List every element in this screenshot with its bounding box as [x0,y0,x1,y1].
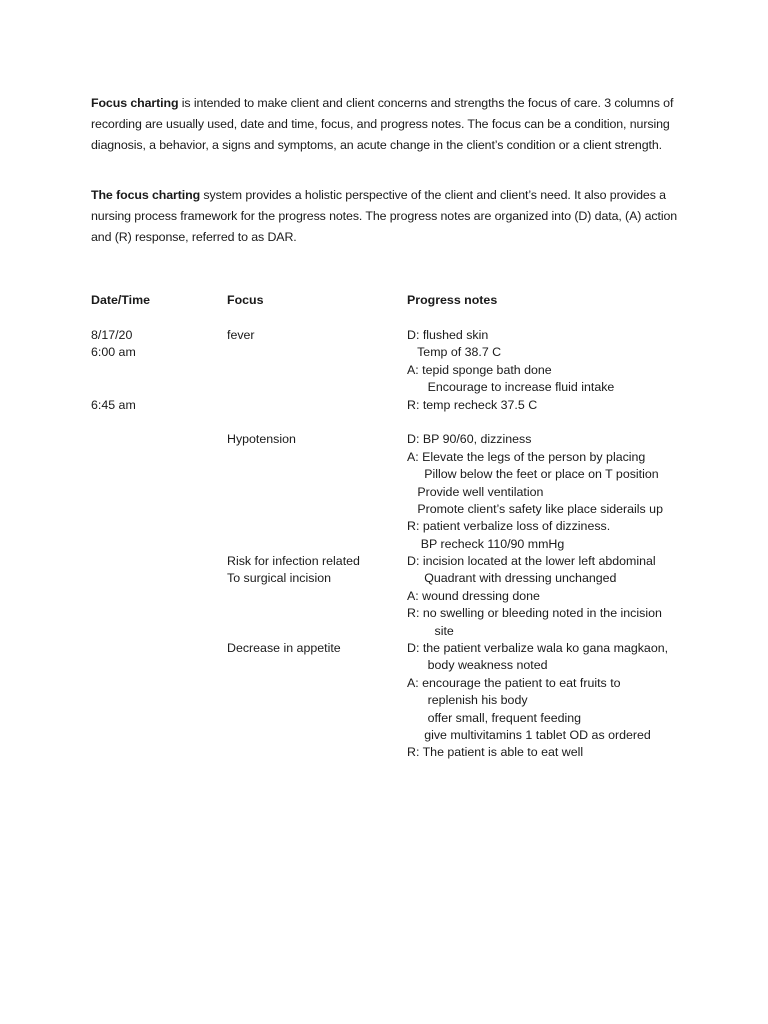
header-progress-notes: Progress notes [407,293,498,307]
note-line: Promote client’s safety like place siderails up [407,501,663,516]
note-line: offer small, frequent feeding [407,710,582,725]
header-datetime: Date/Time [91,293,150,307]
note-line: Temp of 38.7 C [407,345,502,360]
note-line: R: The patient is able to eat well [407,745,584,760]
note-line: Provide well ventilation [407,484,544,499]
intro-paragraph-2 [91,185,691,247]
progress-notes-column [407,327,668,762]
focus-hypotension: Hypotension [227,432,296,447]
note-line: R: patient verbalize loss of dizziness. [407,519,611,534]
note-line: D: flushed skin [407,328,489,342]
note-line: body weakness noted [407,658,548,673]
date-cell: 8/17/20 [91,328,133,342]
note-line: A: Elevate the legs of the person by placing [407,449,646,464]
note-line: Quadrant with dressing unchanged [407,571,617,586]
note-line: Pillow below the feet or place on T position [407,467,659,482]
intro-paragraph-1-text: is intended to make client and client concerns and strengths the focus of care. 3 columns of recording are usually used, date and time, focus, and progress notes. The focus can be a condition, nursing diagnosis, a behavior, a signs and symptoms, an acute change in the client’s condition or a client strength. [91,96,674,152]
note-line: A: wound dressing done [407,588,540,603]
focus-charting-term: Focus charting [91,96,179,110]
note-line: D: BP 90/60, dizziness [407,432,532,447]
note-line: Encourage to increase fluid intake [407,380,615,395]
note-line: give multivitamins 1 tablet OD as ordered [407,727,651,742]
note-line: D: the patient verbalize wala ko gana magkaon, [407,641,669,656]
note-line: replenish his body [407,693,528,708]
note-line: A: encourage the patient to eat fruits to [407,675,621,690]
focus-fever: fever [227,328,255,342]
time-cell-1: 6:00 am [91,345,136,360]
time-cell-2: 6:45 am [91,397,136,412]
note-line [407,414,668,431]
note-line: site [407,623,454,638]
note-line: R: temp recheck 37.5 C [407,397,538,412]
focus-infection-line-2: To surgical incision [227,571,331,586]
note-line: BP recheck 110/90 mmHg [407,536,565,551]
intro-paragraph-1 [91,93,691,155]
focus-column [227,327,360,657]
note-line: D: incision located at the lower left abdominal [407,554,656,569]
focus-appetite: Decrease in appetite [227,641,341,656]
focus-infection-line-1: Risk for infection related [227,554,360,569]
note-line: A: tepid sponge bath done [407,362,552,377]
intro-paragraph-2-text: system provides a holistic perspective of the client and client’s need. It also provides a nursing process framework for the progress notes. The progress notes are organized into (D) data, (A) action and (R) response, referred to as DAR. [91,188,678,244]
focus-charting-system-term: The focus charting [91,188,201,202]
datetime-column [91,327,136,414]
note-line: R: no swelling or bleeding noted in the incision [407,606,662,621]
header-focus: Focus [227,293,264,307]
